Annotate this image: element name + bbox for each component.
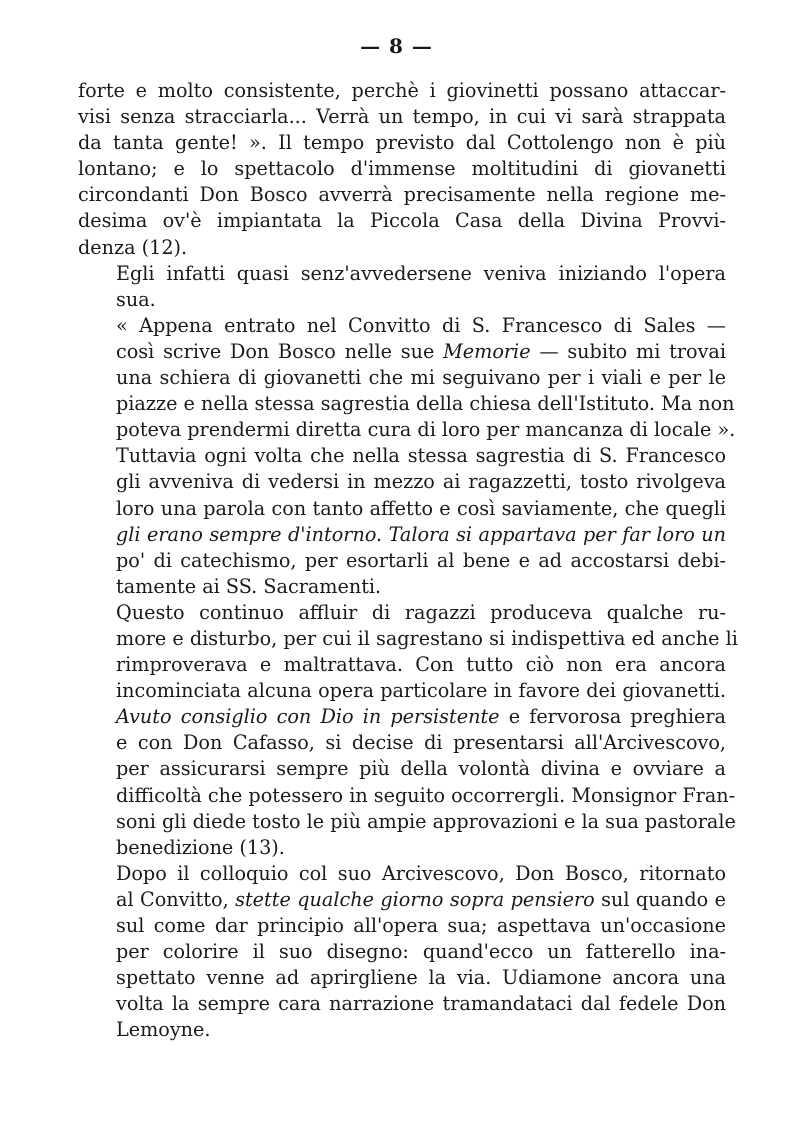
text-line: Lemoyne. — [116, 1018, 211, 1042]
text-line: sul come dar principio all'opera sua; aspettava un'occasione — [116, 914, 726, 937]
text-line: per colorire il suo disegno: quand'ecco un fatterello ina- — [116, 940, 726, 964]
text-line: lontano; e lo spettacolo d'immense moltitudini di giovanetti — [78, 157, 726, 181]
text-line: spettato venne ad aprirgliene la via. Udiamone ancora una — [116, 966, 726, 990]
text-line: tamente ai SS. Sacramenti. — [116, 574, 382, 598]
text-line: volta la sempre cara narrazione tramandataci dal fedele Don — [116, 992, 726, 1016]
italic-text: Memorie — [443, 339, 531, 363]
italic-text: gli erano sempre d'intorno. Talora si appartava per far loro un — [116, 522, 726, 546]
paragraph — [78, 261, 726, 313]
text-line: « Appena entrato nel Convitto di S. Francesco di Sales — — [116, 313, 726, 337]
text-line: loro una parola con tanto affetto e così saviamente, che quegli — [116, 496, 726, 520]
text-line: Questo continuo affluir di ragazzi produceva qualche ru- — [116, 600, 726, 624]
text-line: da tanta gente! ». Il tempo previsto dal Cottolengo non è più — [78, 131, 726, 155]
text-line: denza (12). — [78, 235, 188, 259]
text-line: poteva prendermi diretta cura di loro per mancanza di locale ». — [116, 418, 736, 442]
text-line: desima ov'è impiantata la Piccola Casa della Divina Provvi- — [78, 209, 726, 233]
text-line: al Convitto, stette qualche giorno sopra pensiero sul quando e — [116, 887, 726, 911]
text-line: more e disturbo, per cui il sagrestano si indispettiva ed anche li — [116, 626, 738, 650]
paragraph — [78, 313, 736, 600]
text-line — [78, 522, 726, 548]
paragraph — [78, 861, 726, 1044]
text-line: po' di catechismo, per esortarli al bene e ad accostarsi debi- — [116, 548, 726, 572]
text-line: una schiera di giovanetti che mi seguivano per i viali e per le — [116, 366, 726, 390]
text-line: Tuttavia ogni volta che nella stessa sagrestia di S. Francesco — [116, 444, 726, 468]
page-number: — 8 — — [360, 34, 433, 58]
italic-text: stette qualche giorno sopra pensiero — [235, 887, 595, 911]
text-line: forte e molto consistente, perchè i giovinetti possano attaccar- — [78, 79, 726, 102]
text-line: incominciata alcuna opera particolare in favore dei giovanetti. — [116, 679, 726, 703]
text-line: gli avveniva di vedersi in mezzo ai ragazzetti, tosto rivolgeva — [116, 470, 726, 494]
text-line: visi senza stracciarla... Verrà un tempo, in cui vi sarà strappata — [78, 105, 726, 129]
text-line: così scrive Don Bosco nelle sue Memorie — subito mi trovai — [116, 339, 726, 363]
text-line: e con Don Cafasso, si decise di presentarsi all'Arcivescovo, — [116, 731, 726, 755]
text-line: Avuto consiglio con Dio in persistente e fervorosa preghiera — [116, 705, 726, 729]
paragraph — [78, 600, 738, 861]
italic-text: Avuto consiglio con Dio in persistente — [116, 705, 500, 729]
text-line: per assicurarsi sempre più della volontà divina e ovviare a — [116, 757, 726, 781]
text-line: soni gli diede tosto le più ampie approvazioni e la sua pastorale — [116, 809, 736, 833]
text-line: sua. — [116, 287, 156, 311]
text-line: piazze e nella stessa sagrestia della chiesa dell'Istituto. Ma non — [116, 392, 735, 416]
text-line: difficoltà che potessero in seguito occorrergli. Monsignor Fran- — [116, 783, 736, 807]
text-line: circondanti Don Bosco avverrà precisamente nella regione me- — [78, 183, 726, 207]
text-line: Egli infatti quasi senz'avvedersene veniva iniziando l'opera — [116, 261, 726, 285]
text-line: rimproverava e maltrattava. Con tutto ciò non era ancora — [116, 653, 726, 677]
text-line: benedizione (13). — [116, 835, 285, 859]
paragraph — [78, 78, 726, 261]
text-line: Dopo il colloquio col suo Arcivescovo, Don Bosco, ritornato — [116, 861, 726, 885]
body-text — [78, 78, 738, 1043]
